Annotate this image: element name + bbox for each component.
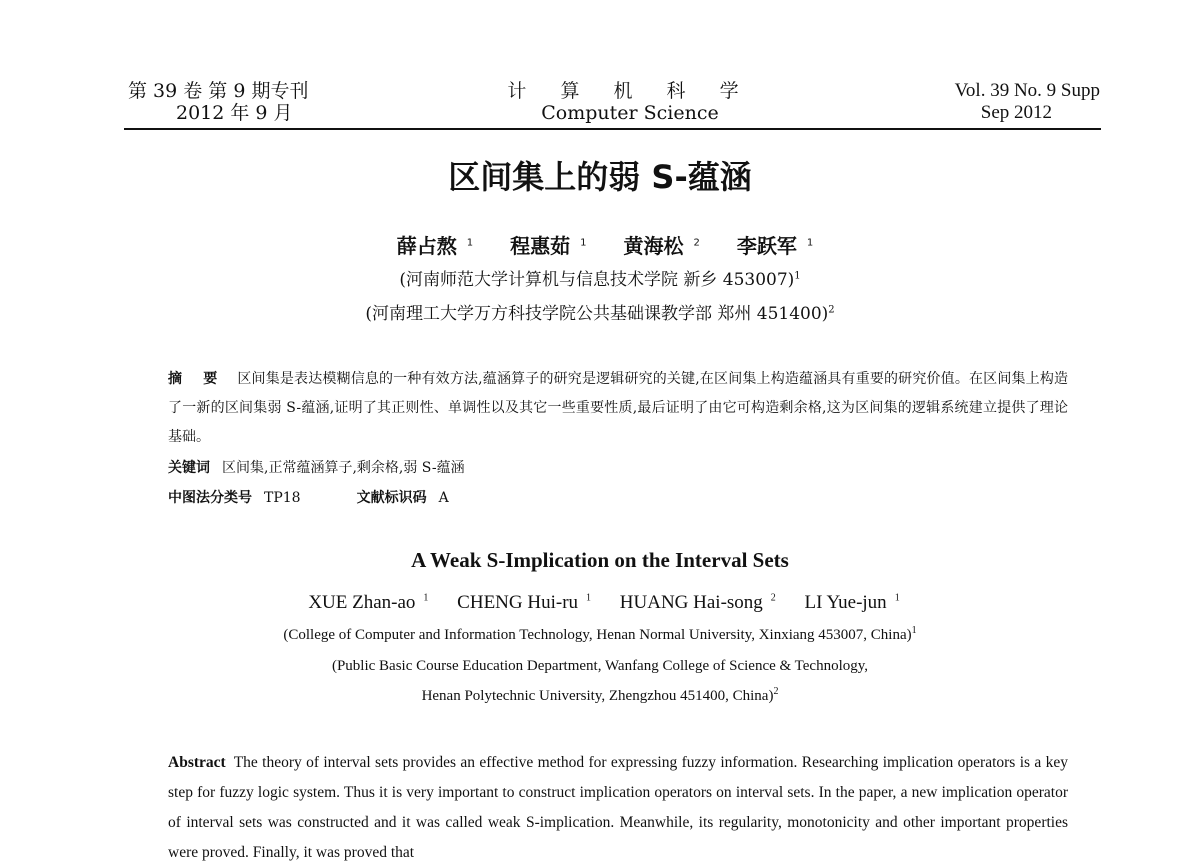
affiliation-en-1: (College of Computer and Information Technology, Henan Normal University, Xinxiang 453007, China)$^1$ <box>283 625 917 643</box>
journal-volume-info-en <box>955 80 1100 124</box>
affiliation-en-2: (Public Basic Course Education Department, Wanfang College of Science & Technology, <box>331 658 869 674</box>
journal-name-cn: 计 算 机 科 学 <box>507 80 753 102</box>
author: XUE Zhan-ao $^1$ <box>308 592 429 613</box>
affiliation-cn-1: (河南师范大学计算机与信息技术学院 新乡 453007)$^1$ <box>399 270 801 290</box>
authors-en <box>0 592 1200 614</box>
paper-title-cn: 区间集上的弱 S-蕴涵 <box>448 158 752 196</box>
journal-name-en: Computer Science <box>541 102 719 124</box>
volume-issue: 第 39 卷 第 9 期专刊 <box>128 80 309 102</box>
paper-title-en: A Weak S-Implication on the Interval Sets <box>411 548 789 572</box>
authors-cn <box>0 230 1200 259</box>
issue-date-cn: 2012 年 9 月 <box>176 102 293 124</box>
header-rule <box>124 128 1101 130</box>
abstract-cn-label: 摘 要 <box>168 371 226 387</box>
keywords-cn-label: 关键词 <box>168 460 210 476</box>
abstract-en-label: Abstract <box>168 754 226 771</box>
author: 程惠茹 $^1$ <box>510 234 587 258</box>
keywords-cn-text: 区间集,正常蕴涵算子,剩余格,弱 S-蕴涵 <box>222 460 465 476</box>
author: 李跃军 $^1$ <box>736 234 814 258</box>
author: 薛占熬 $^1$ <box>396 234 474 258</box>
classification-line <box>168 487 449 507</box>
author: HUANG Hai-song $^2$ <box>619 592 776 613</box>
author: 黄海松 $^2$ <box>623 234 700 258</box>
journal-name <box>480 80 780 124</box>
affiliation-cn-2: (河南理工大学万方科技学院公共基础课教学部 郑州 451400)$^2$ <box>365 304 835 324</box>
journal-volume-info <box>128 80 308 124</box>
keywords-cn <box>168 457 465 477</box>
clc-label: 中图法分类号 <box>168 490 252 506</box>
abstract-cn <box>168 365 1068 452</box>
issue-date-en: Sep 2012 <box>980 102 1052 123</box>
doc-code-label: 文献标识码 <box>356 490 427 506</box>
volume-issue-en: Vol. 39 No. 9 Supp <box>954 80 1100 101</box>
affiliation-en-3: Henan Polytechnic University, Zhengzhou 451400, China)$^2$ <box>421 686 779 704</box>
abstract-cn-text: 区间集是表达模糊信息的一种有效方法,蕴涵算子的研究是逻辑研究的关键,在区间集上构造蕴涵具有重要的研究价值。在区间集上构造了一新的区间集弱 S-蕴涵,证明了其正则性、单调性以及其它一些重要性质,最后证明了由它可构造剩余格,这为区间集的逻辑系统建立提供了理论基础。 <box>168 371 1068 445</box>
author: CHENG Hui-ru $^1$ <box>457 592 592 613</box>
abstract-en-text: The theory of interval sets provides an effective method for expressing fuzzy information. Researching implication operators is a key step for fuzzy logic system. Thus it is very important to construct implication operators on interval sets. In the paper, a new implication operator of interval sets was constructed and it was called weak S-implication. Meanwhile, its regularity, monotonicity and other important properties were proved. Finally, it was proved that <box>168 754 1068 861</box>
abstract-en <box>168 748 1068 868</box>
doc-code-value: A <box>438 490 449 506</box>
author: LI Yue-jun $^1$ <box>804 592 900 613</box>
clc-value: TP18 <box>264 490 301 506</box>
